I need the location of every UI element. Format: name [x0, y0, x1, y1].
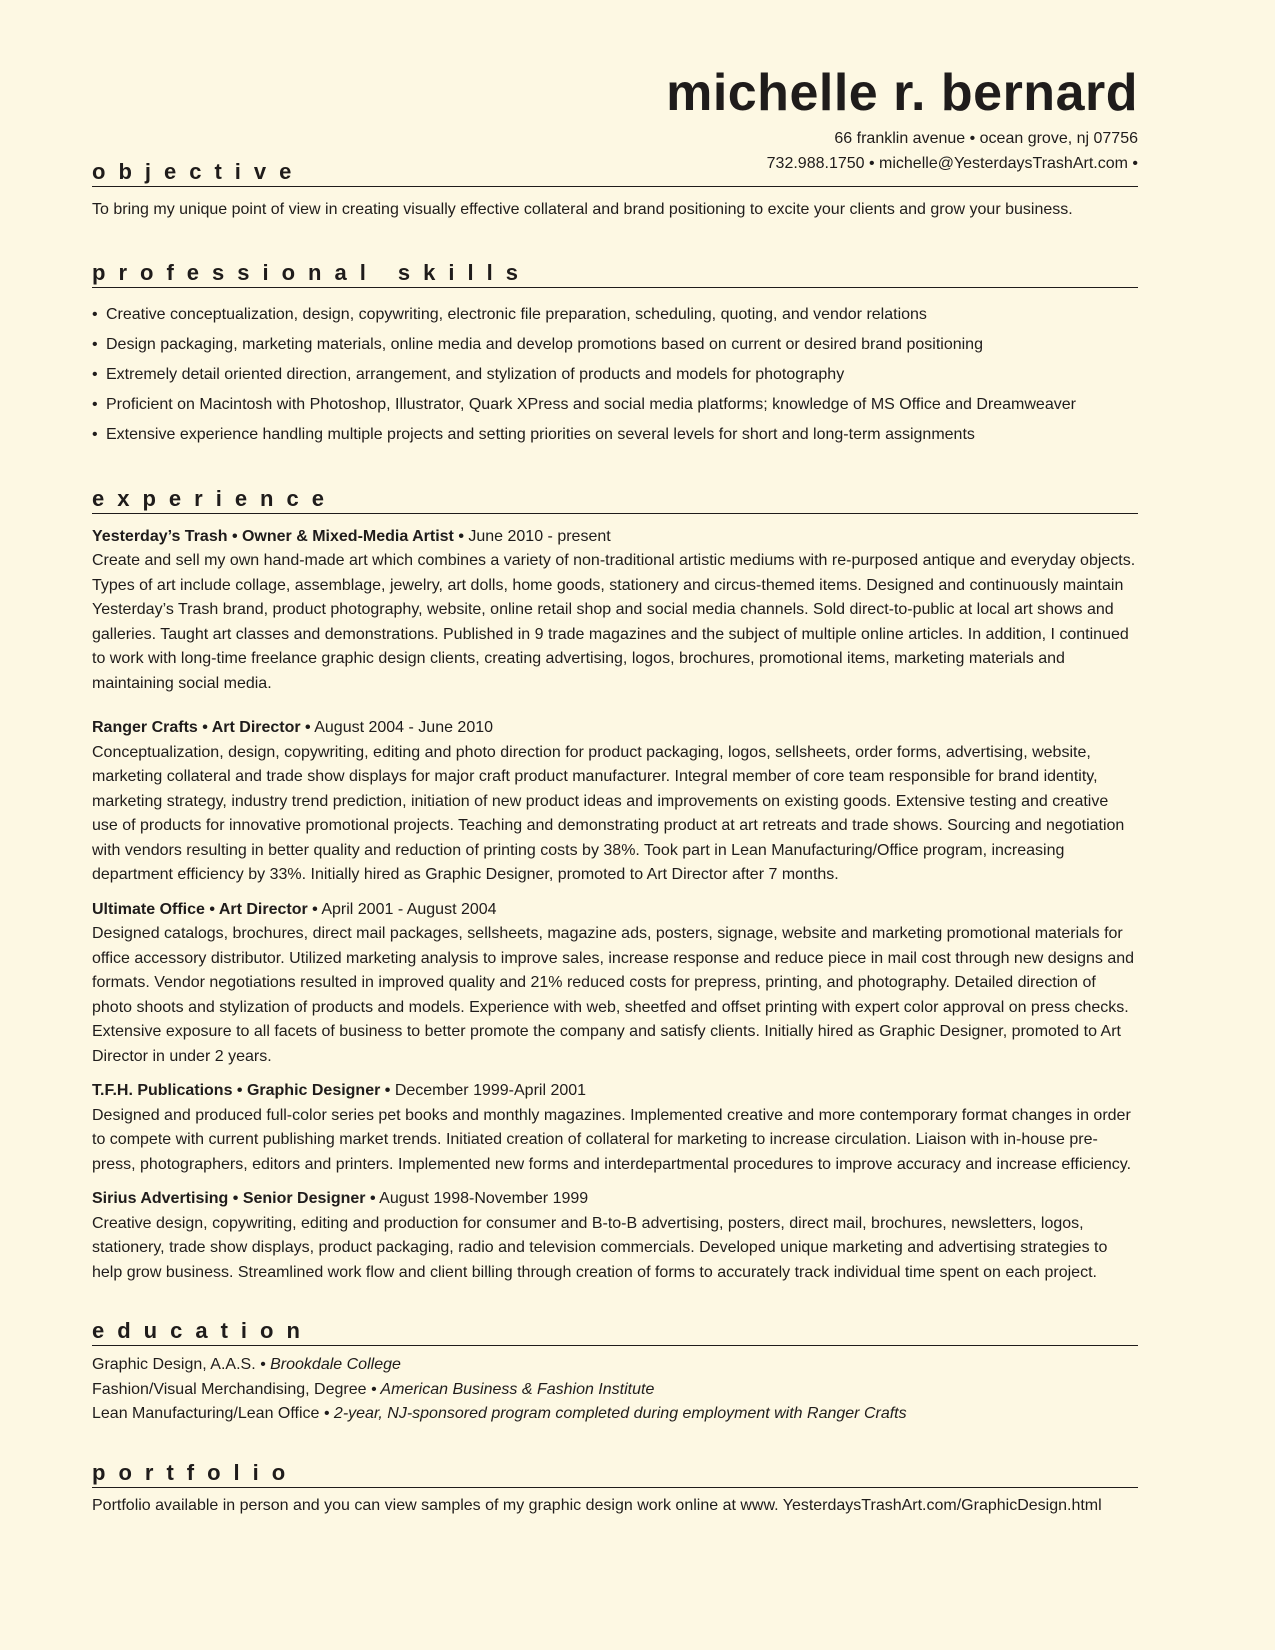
job-entry — [92, 716, 1138, 888]
job-title: Sirius Advertising • Senior Designer • — [92, 1190, 376, 1207]
job-header — [92, 898, 1138, 923]
job-description: Creative design, copywriting, editing and production for consumer and B-to-B advertising, posters, direct mail, brochures, newsletters, logos, stationery, trade show displays, product packaging, radio and television commercials. Developed unique marketing and advertising strategies to help grow business. Streamlined work flow and client billing through creation of forms to accurately track individual time spent on each project. — [92, 1214, 1108, 1281]
skill-item — [92, 420, 1138, 450]
phone-email-line: 732.988.1750 • michelle@YesterdaysTrashArt.com • — [766, 155, 1138, 172]
skill-text: Design packaging, marketing materials, online media and develop promotions based on current or desired brand positioning — [106, 335, 983, 353]
education-section — [92, 1319, 1138, 1427]
job-title: Ultimate Office • Art Director • — [92, 900, 318, 918]
job-dates: June 2010 - present — [463, 527, 611, 545]
address-line: 66 franklin avenue • ocean grove, nj 07756 — [834, 130, 1138, 147]
objective-text: To bring my unique point of view in creating visually effective collateral and brand positioning to excite your clients and grow your business. — [92, 201, 1073, 218]
skills-heading: professional skills — [92, 261, 1138, 288]
skills-section — [92, 261, 1138, 450]
job-title: Ranger Crafts • Art Director • — [92, 719, 311, 736]
job-entry — [92, 1079, 1138, 1177]
experience-section — [92, 487, 1138, 1286]
experience-heading: experience — [92, 487, 1138, 514]
job-entry — [92, 898, 1138, 1070]
job-header — [92, 1187, 1138, 1212]
education-heading: education — [92, 1319, 1138, 1346]
skills-list — [92, 300, 1138, 450]
candidate-name: michelle r. bernard — [666, 64, 1138, 122]
job-title: Yesterday’s Trash • Owner & Mixed-Media Artist • — [92, 527, 464, 545]
job-entry — [92, 525, 1138, 697]
bullet-icon: • — [92, 335, 98, 353]
job-description: Create and sell my own hand-made art which combines a variety of non-traditional artistic mediums with re-purposed antique and everyday objects. Types of art include collage, assemblage, jewelry, art dolls, home goods, stationery and circus-themed items. Designed and continuously maintain Yesterday’s Trash brand, product photography, website, online retail shop and social media channels. Sold direct-to-public at local art shows and galleries. Taught art classes and demonstrations. Published in 9 trade magazines and the subject of multiple online articles. In addition, I continued to work with long-time freelance graphic design clients, creating advertising, logos, brochures, promotional items, marketing materials and maintaining social media. — [92, 552, 1136, 692]
objective-heading: objective — [92, 160, 1138, 187]
skill-text: Creative conceptualization, design, copywriting, electronic file preparation, scheduling, quoting, and vendor relations — [106, 305, 927, 323]
resume-header — [92, 0, 1138, 176]
bullet-icon: • — [92, 425, 98, 443]
school: • Brookdale College — [255, 1356, 401, 1373]
bullet-icon: • — [92, 395, 98, 413]
job-header — [92, 1079, 1138, 1104]
skill-item — [92, 300, 1138, 330]
job-description: Conceptualization, design, copywriting, editing and photo direction for product packaging, logos, sellsheets, order forms, advertising, website, marketing collateral and trade show displays for major craft product manufacturer. Integral member of core team responsible for brand identity, marketing strategy, industry trend prediction, initiation of new product ideas and improvements on existing goods. Extensive testing and creative use of products for innovative promotional projects. Teaching and demonstrating product at art retreats and trade shows. Sourcing and negotiation with vendors resulting in better quality and reduction of printing costs by 38%. Took part in Lean Manufacturing/Office program, increasing department efficiency by 33%. Initially hired as Graphic Designer, promoted to Art Director after 7 months. — [92, 743, 1125, 883]
portfolio-text: Portfolio available in person and you can view samples of my graphic design work online at www. YesterdaysTrashArt.com/GraphicDesign.html — [92, 1496, 1102, 1514]
skill-item — [92, 360, 1138, 390]
skill-text: Proficient on Macintosh with Photoshop, Illustrator, Quark XPress and social media platforms; knowledge of MS Office and Dreamweaver — [106, 395, 1076, 413]
job-header — [92, 716, 1138, 741]
skill-item — [92, 390, 1138, 420]
job-dates: December 1999-April 2001 — [390, 1082, 587, 1099]
degree: Fashion/Visual Merchandising, Degree — [92, 1380, 367, 1398]
education-list — [92, 1353, 1138, 1427]
bullet-icon: • — [92, 305, 98, 323]
education-item — [92, 1378, 1138, 1403]
education-item — [92, 1402, 1138, 1427]
job-description: Designed and produced full-color series pet books and monthly magazines. Implemented creative and more contemporary format changes in order to compete with current publishing market trends. Initiated creation of collateral for marketing to increase circulation. Liaison with in-house pre-press, photographers, editors and printers. Implemented new forms and interdepartmental procedures to improve accuracy and increase efficiency. — [92, 1106, 1132, 1173]
job-title: T.F.H. Publications • Graphic Designer • — [92, 1082, 391, 1099]
bullet-icon: • — [92, 365, 98, 383]
skill-item — [92, 330, 1138, 360]
degree: Graphic Design, A.A.S. — [92, 1356, 256, 1373]
school: • American Business & Fashion Institute — [366, 1380, 655, 1398]
school: • 2-year, NJ-sponsored program completed during employment with Ranger Crafts — [319, 1405, 907, 1422]
degree: Lean Manufacturing/Lean Office — [92, 1405, 320, 1422]
portfolio-section — [92, 1461, 1138, 1519]
education-item — [92, 1353, 1138, 1378]
job-dates: August 2004 - June 2010 — [310, 719, 494, 736]
job-dates: April 2001 - August 2004 — [317, 900, 497, 918]
skill-text: Extensive experience handling multiple projects and setting priorities on several levels for short and long-term assignments — [106, 425, 975, 443]
portfolio-heading: portfolio — [92, 1461, 1138, 1488]
skill-text: Extremely detail oriented direction, arrangement, and stylization of products and models for photography — [106, 365, 845, 383]
job-description: Designed catalogs, brochures, direct mail packages, sellsheets, magazine ads, posters, signage, website and marketing promotional materials for office accessory distributor. Utilized marketing analysis to improve sales, increase response and reduce piece in mail cost through new designs and formats. Vendor negotiations resulted in improved quality and 21% reduced costs for prepress, printing, and photography. Detailed direction of photo shoots and stylization of products and models. Experience with web, sheetfed and offset printing with expert color approval on press checks. Extensive exposure to all facets of business to better promote the company and satisfy clients. Initially hired as Graphic Designer, promoted to Art Director in under 2 years. — [92, 925, 1135, 1065]
job-entry — [92, 1187, 1138, 1285]
job-dates: August 1998-November 1999 — [375, 1190, 589, 1207]
job-header — [92, 525, 1138, 550]
